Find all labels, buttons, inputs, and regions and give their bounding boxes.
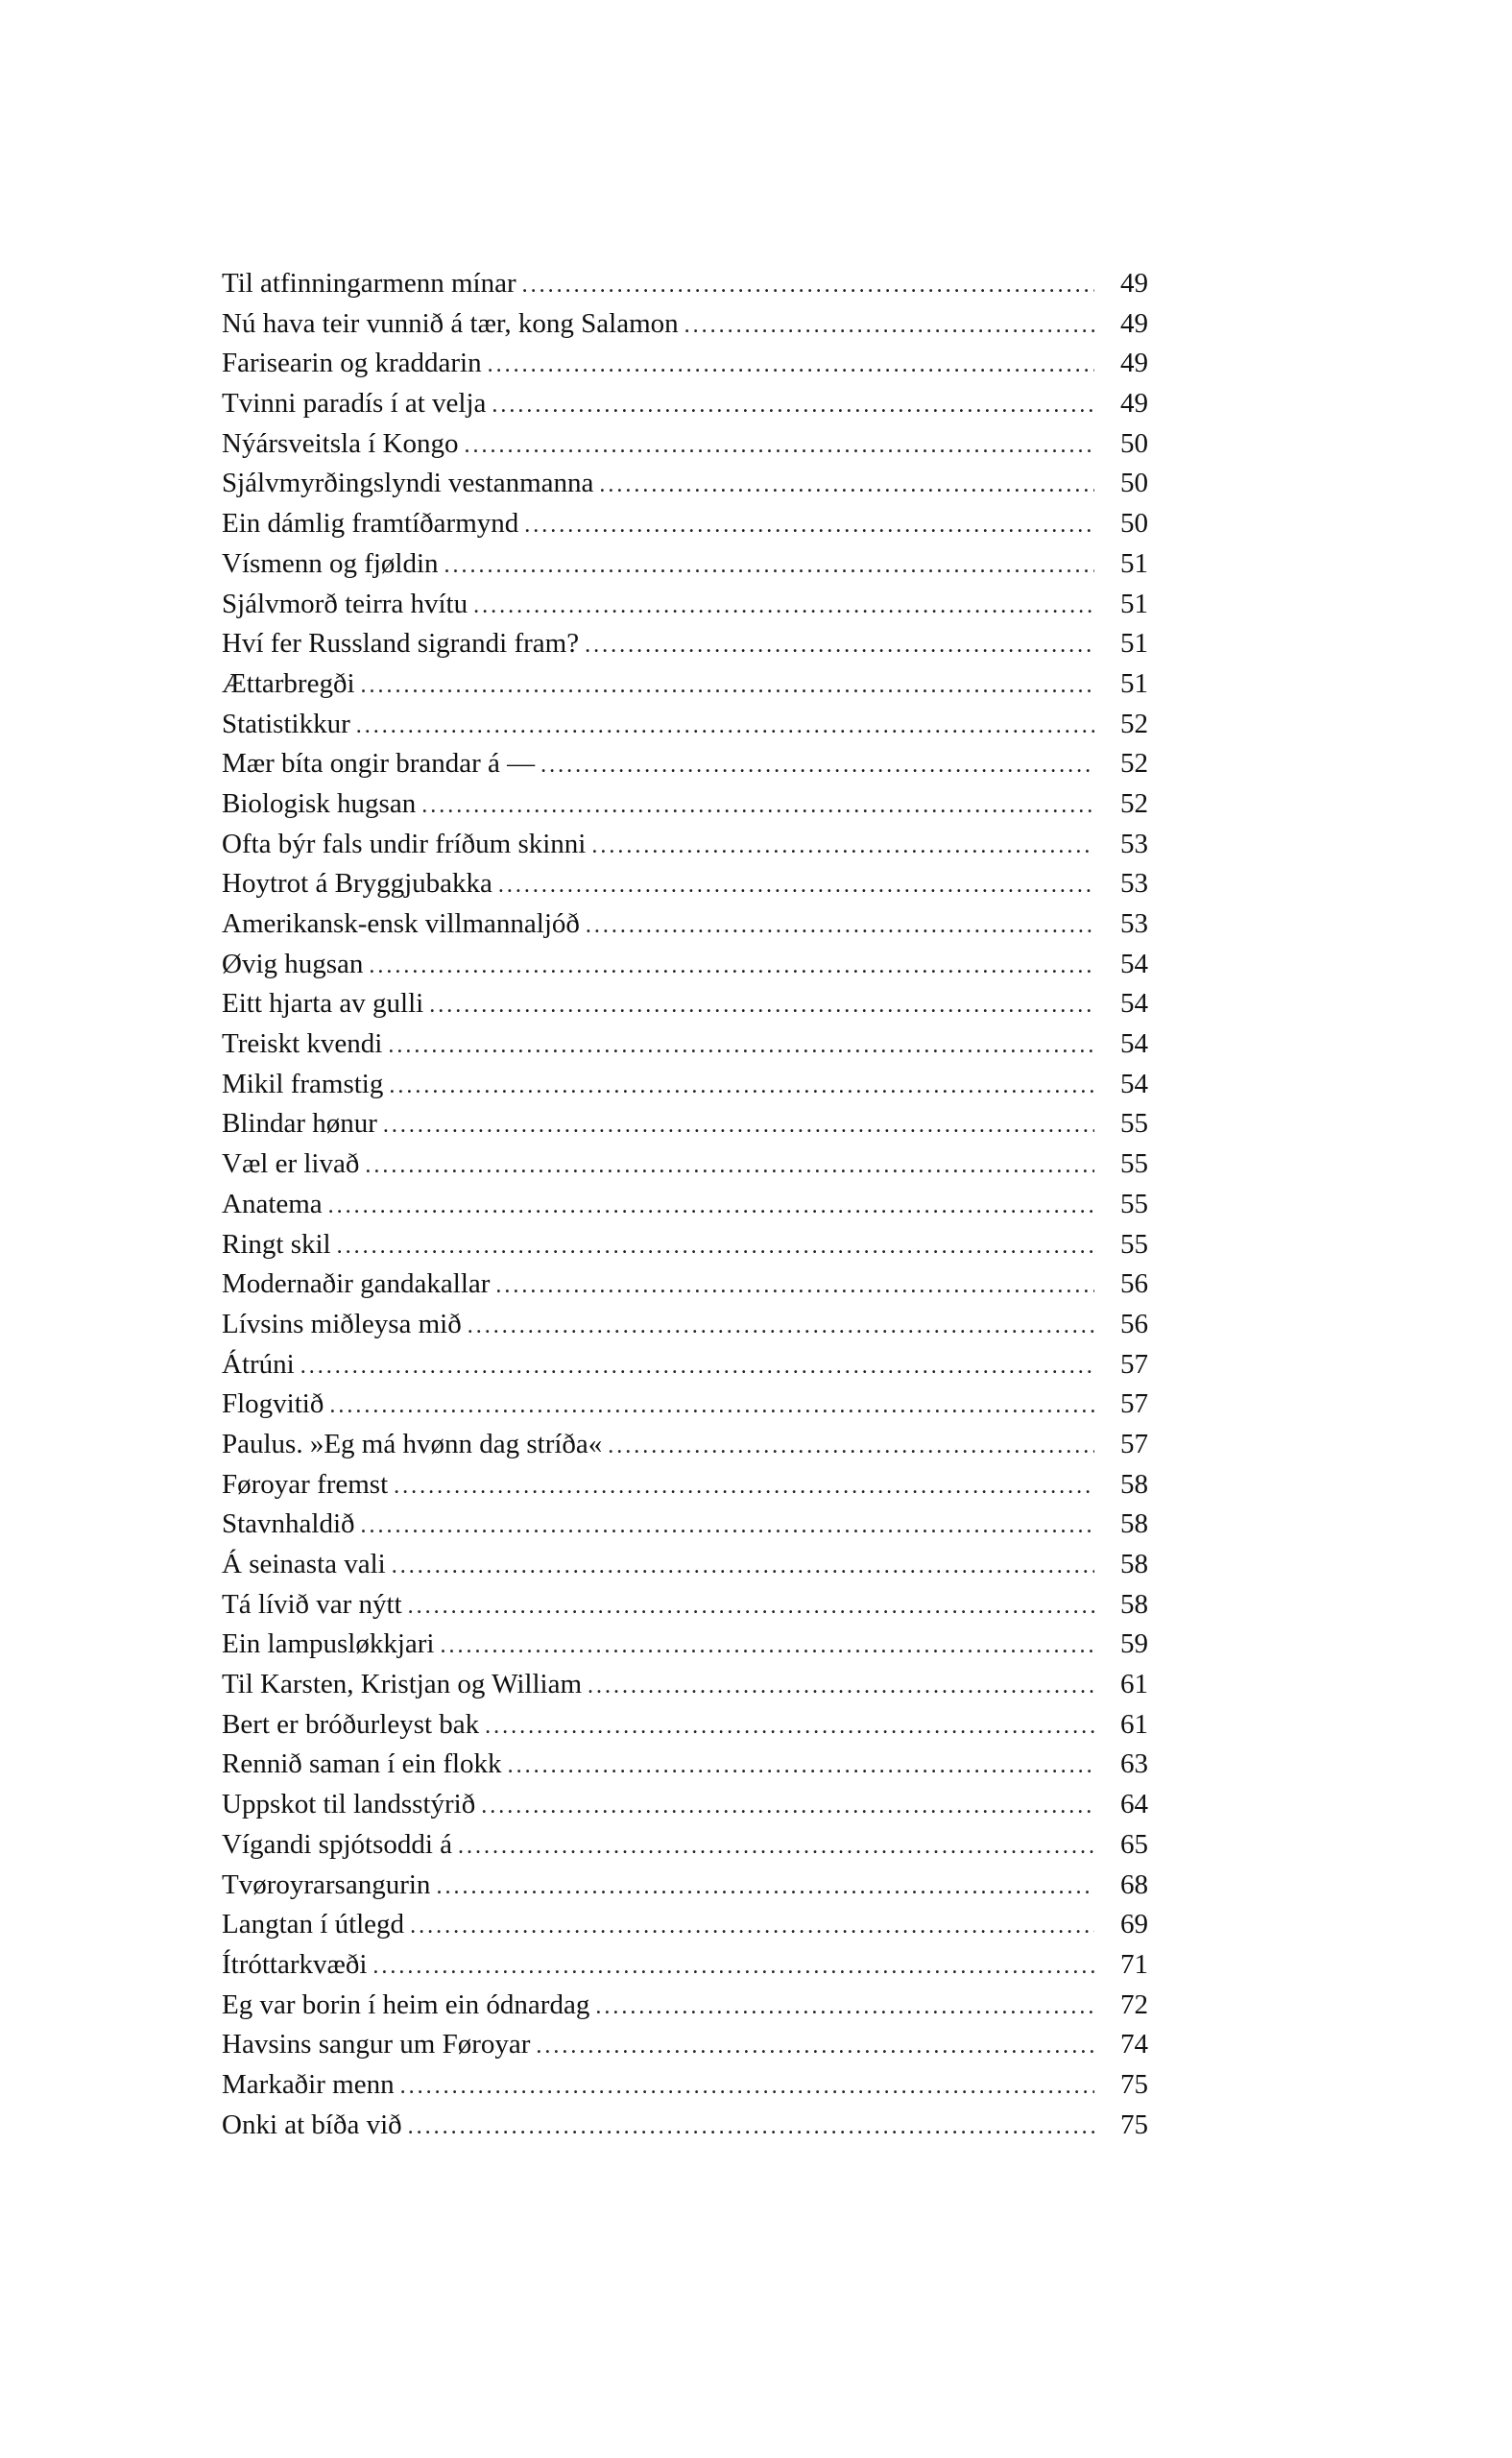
dot-leader: [586, 906, 1094, 947]
toc-entry-page: 55: [1120, 1188, 1148, 1219]
toc-entry: [222, 864, 1148, 904]
toc-entry-title: Ítróttarkvæði: [222, 1948, 368, 1980]
dot-leader: [361, 1506, 1094, 1547]
dot-leader: [369, 947, 1094, 987]
toc-entry-title: Blindar hønur: [222, 1108, 377, 1140]
toc-entry-title: Føroyar fremst: [222, 1468, 389, 1500]
toc-entry-page: 74: [1120, 2029, 1148, 2060]
toc-entry-title: Onki at bíða við: [222, 2109, 402, 2140]
toc-entry: [222, 264, 1148, 304]
toc-entry-page: 58: [1120, 1508, 1148, 1540]
toc-entry-title: Ofta býr fals undir fríðum skinni: [222, 828, 587, 859]
toc-entry-page: 59: [1120, 1628, 1148, 1660]
toc-entry: [222, 1265, 1148, 1305]
toc-entry: [222, 1185, 1148, 1225]
toc-entry: [222, 1905, 1148, 1945]
toc-entry-page: 52: [1120, 748, 1148, 780]
toc-entry: [222, 1065, 1148, 1105]
toc-entry-title: Bert er bróðurleyst bak: [222, 1708, 480, 1740]
table-of-contents: [222, 264, 1148, 2145]
dot-leader: [481, 1787, 1094, 1827]
toc-entry-title: Mær bíta ongir brandar á —: [222, 748, 536, 780]
toc-entry-page: 58: [1120, 1468, 1148, 1500]
toc-entry: [222, 1024, 1148, 1065]
toc-entry-title: Ringt skil: [222, 1228, 331, 1260]
toc-entry: [222, 1545, 1148, 1585]
toc-entry-page: 53: [1120, 868, 1148, 900]
toc-entry: [222, 1385, 1148, 1425]
toc-entry-title: Biologisk hugsan: [222, 787, 417, 819]
dot-leader: [408, 1587, 1094, 1627]
toc-entry-title: Uppskot til landsstýrið: [222, 1789, 476, 1820]
dot-leader: [389, 1067, 1094, 1107]
toc-entry-page: 56: [1120, 1268, 1148, 1300]
toc-entry: [222, 1866, 1148, 1906]
toc-entry: [222, 464, 1148, 504]
dot-leader: [536, 2027, 1094, 2067]
toc-entry-title: Eitt hjarta av gulli: [222, 988, 424, 1020]
toc-entry-title: Markaðir menn: [222, 2068, 395, 2100]
toc-entry: [222, 825, 1148, 865]
dot-leader: [372, 1947, 1094, 1988]
toc-entry-title: Flogvitið: [222, 1388, 324, 1420]
toc-entry-title: Hví fer Russland sigrandi fram?: [222, 628, 580, 660]
toc-entry: [222, 984, 1148, 1024]
dot-leader: [444, 546, 1094, 587]
toc-entry-title: Øvig hugsan: [222, 948, 364, 979]
dot-leader: [588, 1667, 1094, 1707]
dot-leader: [495, 1266, 1094, 1307]
toc-entry-title: Ein dámlig framtíðarmynd: [222, 508, 519, 540]
dot-leader: [473, 587, 1094, 627]
dot-leader: [392, 1547, 1094, 1587]
toc-entry-title: Anatema: [222, 1188, 323, 1219]
dot-leader: [468, 1307, 1094, 1347]
toc-entry: [222, 1705, 1148, 1746]
toc-entry-title: Mikil framstig: [222, 1068, 384, 1099]
dot-leader: [585, 626, 1094, 666]
toc-entry: [222, 2106, 1148, 2146]
toc-entry: [222, 424, 1148, 465]
toc-entry: [222, 664, 1148, 705]
toc-entry: [222, 1945, 1148, 1986]
toc-entry: [222, 1625, 1148, 1665]
toc-entry: [222, 2025, 1148, 2065]
toc-entry: [222, 2065, 1148, 2106]
toc-entry-page: 69: [1120, 1909, 1148, 1940]
dot-leader: [488, 346, 1094, 386]
toc-entry-page: 50: [1120, 508, 1148, 540]
toc-entry-page: 56: [1120, 1308, 1148, 1339]
dot-leader: [508, 1747, 1094, 1787]
dot-leader: [599, 466, 1094, 506]
toc-entry: [222, 1825, 1148, 1866]
toc-entry: [222, 1305, 1148, 1345]
toc-entry: [222, 1225, 1148, 1265]
toc-entry-page: 65: [1120, 1828, 1148, 1860]
toc-entry-page: 57: [1120, 1388, 1148, 1420]
toc-entry-page: 50: [1120, 427, 1148, 459]
toc-entry-title: Tvinni paradís í at velja: [222, 388, 487, 420]
toc-entry-title: Til Karsten, Kristjan og William: [222, 1669, 583, 1700]
toc-entry: [222, 1745, 1148, 1785]
dot-leader: [337, 1227, 1094, 1267]
toc-entry: [222, 784, 1148, 825]
toc-entry: [222, 945, 1148, 985]
toc-entry-title: Statistikkur: [222, 708, 350, 739]
toc-entry-title: Langtan í útlegd: [222, 1909, 405, 1940]
toc-entry-title: Átrúni: [222, 1348, 295, 1380]
toc-entry-page: 53: [1120, 908, 1148, 939]
toc-entry-page: 54: [1120, 948, 1148, 979]
toc-entry-title: Havsins sangur um Føroyar: [222, 2029, 531, 2060]
toc-entry-page: 49: [1120, 348, 1148, 379]
toc-entry-page: 54: [1120, 1028, 1148, 1060]
toc-entry-title: Amerikansk-ensk villmannaljóð: [222, 908, 580, 939]
toc-entry-title: Rennið saman í ein flokk: [222, 1748, 502, 1780]
toc-entry-title: Tá lívið var nýtt: [222, 1588, 402, 1620]
toc-entry-title: Tvøroyrarsangurin: [222, 1868, 431, 1900]
toc-entry-page: 51: [1120, 628, 1148, 660]
toc-entry-title: Stavnhaldið: [222, 1508, 355, 1540]
toc-entry-page: 51: [1120, 588, 1148, 619]
toc-entry-title: Nú hava teir vunnið á tær, kong Salamon: [222, 307, 679, 339]
dot-leader: [485, 1707, 1094, 1747]
toc-entry-page: 57: [1120, 1348, 1148, 1380]
dot-leader: [684, 306, 1094, 347]
dot-leader: [410, 1907, 1094, 1947]
toc-entry: [222, 344, 1148, 384]
toc-entry-page: 68: [1120, 1868, 1148, 1900]
toc-entry: [222, 1145, 1148, 1185]
dot-leader: [492, 386, 1094, 426]
toc-entry: [222, 1585, 1148, 1626]
toc-entry-title: Til atfinningarmenn mínar: [222, 268, 516, 299]
toc-entry-title: Sjálvmyrðingslyndi vestanmanna: [222, 468, 594, 499]
toc-entry: [222, 1104, 1148, 1145]
dot-leader: [522, 266, 1094, 306]
dot-leader: [540, 746, 1094, 786]
toc-entry-title: Vísmenn og fjøldin: [222, 547, 439, 579]
toc-entry-page: 52: [1120, 708, 1148, 739]
toc-entry: [222, 624, 1148, 664]
toc-entry-title: Sjálvmorð teirra hvítu: [222, 588, 468, 619]
toc-entry-page: 63: [1120, 1748, 1148, 1780]
dot-leader: [388, 1026, 1094, 1067]
toc-entry-page: 49: [1120, 307, 1148, 339]
toc-entry-title: Eg var borin í heim ein ódnardag: [222, 1988, 590, 2020]
toc-entry-page: 52: [1120, 787, 1148, 819]
dot-leader: [591, 827, 1094, 867]
toc-entry-page: 53: [1120, 828, 1148, 859]
dot-leader: [356, 707, 1094, 747]
toc-entry-title: Paulus. »Eg má hvønn dag stríða«: [222, 1428, 603, 1459]
toc-entry-page: 71: [1120, 1948, 1148, 1980]
toc-entry-title: Ættarbregði: [222, 667, 355, 699]
dot-leader: [429, 986, 1094, 1026]
dot-leader: [383, 1106, 1094, 1146]
dot-leader: [464, 426, 1094, 467]
toc-entry-title: Farisearin og kraddarin: [222, 348, 482, 379]
toc-entry-page: 61: [1120, 1708, 1148, 1740]
toc-entry: [222, 544, 1148, 585]
toc-entry-page: 72: [1120, 1988, 1148, 2020]
toc-entry: [222, 1665, 1148, 1705]
toc-entry-page: 49: [1120, 268, 1148, 299]
toc-entry: [222, 504, 1148, 544]
toc-entry-page: 75: [1120, 2109, 1148, 2140]
toc-entry: [222, 1986, 1148, 2026]
toc-entry: [222, 1345, 1148, 1386]
toc-entry-title: Modernaðir gandakallar: [222, 1268, 491, 1300]
toc-entry-title: Nýársveitsla í Kongo: [222, 427, 459, 459]
toc-entry: [222, 1785, 1148, 1825]
toc-entry-page: 57: [1120, 1428, 1148, 1459]
dot-leader: [400, 2067, 1094, 2108]
toc-entry-page: 51: [1120, 547, 1148, 579]
toc-entry: [222, 1505, 1148, 1545]
toc-entry-page: 55: [1120, 1228, 1148, 1260]
toc-entry: [222, 1425, 1148, 1465]
toc-entry-page: 55: [1120, 1108, 1148, 1140]
dot-leader: [595, 1988, 1094, 2028]
dot-leader: [421, 786, 1094, 827]
toc-entry: [222, 304, 1148, 345]
dot-leader: [329, 1386, 1094, 1427]
toc-entry-page: 54: [1120, 1068, 1148, 1099]
toc-entry-page: 51: [1120, 667, 1148, 699]
dot-leader: [328, 1187, 1094, 1227]
toc-entry-page: 64: [1120, 1789, 1148, 1820]
dot-leader: [498, 866, 1094, 906]
dot-leader: [300, 1347, 1094, 1387]
dot-leader: [436, 1868, 1094, 1908]
toc-entry: [222, 585, 1148, 625]
toc-entry-title: Hoytrot á Bryggjubakka: [222, 868, 492, 900]
toc-entry-title: Treiskt kvendi: [222, 1028, 383, 1060]
toc-entry-title: Lívsins miðleysa mið: [222, 1308, 462, 1339]
toc-entry-page: 54: [1120, 988, 1148, 1020]
toc-entry-title: Á seinasta vali: [222, 1549, 386, 1579]
dot-leader: [524, 506, 1094, 546]
dot-leader: [365, 1146, 1094, 1187]
toc-entry: [222, 1465, 1148, 1506]
toc-entry-page: 55: [1120, 1148, 1148, 1180]
dot-leader: [608, 1427, 1094, 1467]
dot-leader: [361, 666, 1094, 707]
toc-entry: [222, 384, 1148, 424]
toc-entry-page: 75: [1120, 2068, 1148, 2100]
toc-entry-page: 58: [1120, 1588, 1148, 1620]
toc-entry-page: 50: [1120, 468, 1148, 499]
toc-entry: [222, 744, 1148, 784]
toc-entry-title: Vígandi spjótsoddi á: [222, 1828, 453, 1860]
toc-entry-page: 58: [1120, 1549, 1148, 1579]
dot-leader: [441, 1627, 1095, 1667]
toc-entry-title: Ein lampusløkkjari: [222, 1628, 435, 1660]
toc-entry-page: 61: [1120, 1669, 1148, 1700]
toc-entry: [222, 904, 1148, 945]
dot-leader: [408, 2108, 1094, 2148]
toc-entry-title: Væl er livað: [222, 1148, 360, 1180]
toc-entry: [222, 705, 1148, 745]
dot-leader: [394, 1467, 1094, 1507]
dot-leader: [458, 1827, 1094, 1868]
toc-entry-page: 49: [1120, 388, 1148, 420]
